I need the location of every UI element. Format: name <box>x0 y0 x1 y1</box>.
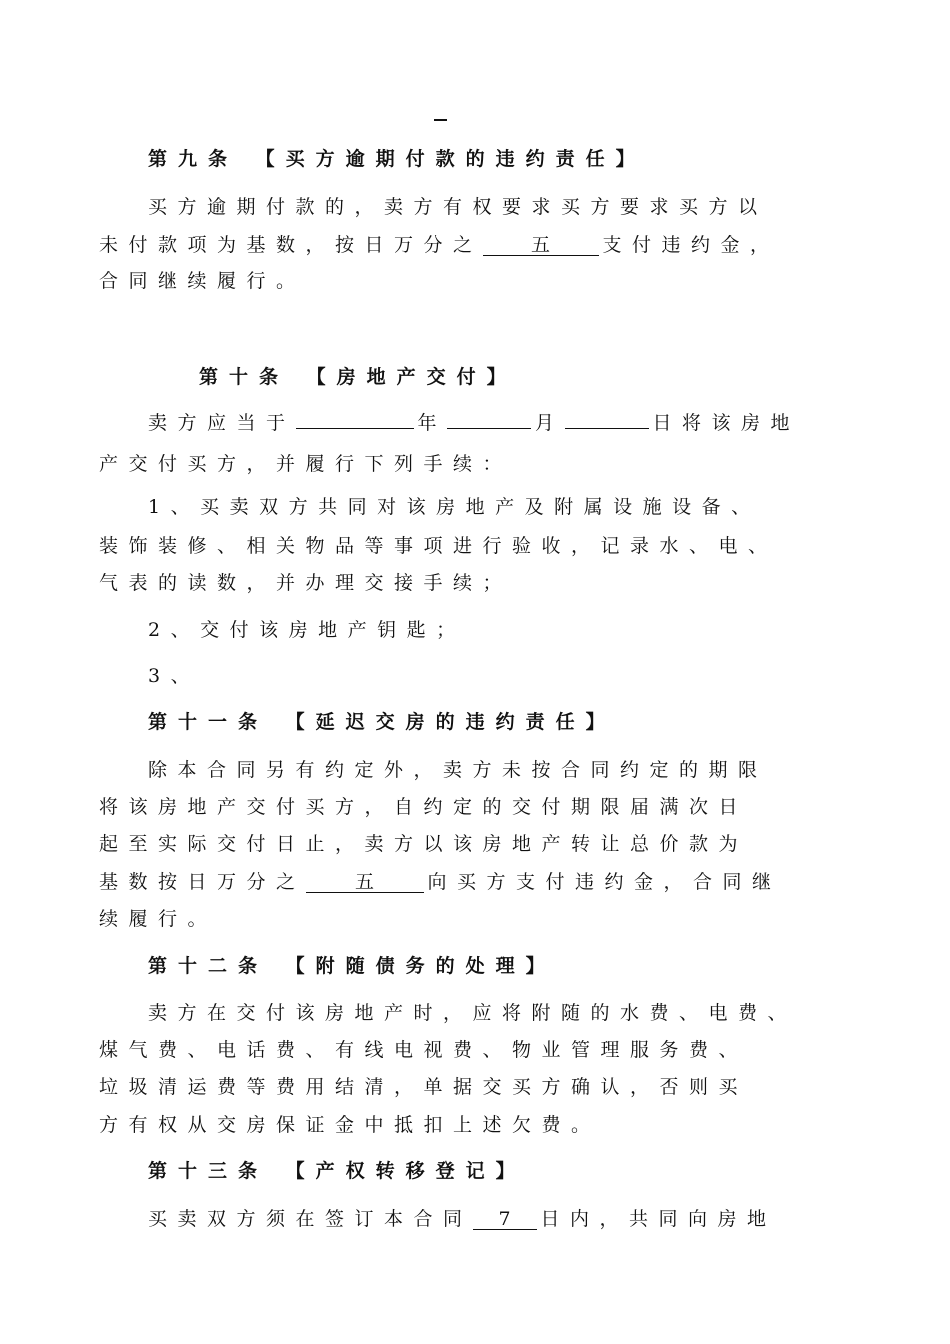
article-13-text: 日内，共同向房地 <box>540 1208 777 1230</box>
article-11-line-2: 将该房地产交付买方，自约定的交付期限届满次日 <box>99 796 749 818</box>
delivery-day-field <box>565 428 649 429</box>
article-10-item-3: 3、 <box>148 665 201 687</box>
article-10-item-1a: 1、买卖双方共同对该房地产及附属设施设备、 <box>148 496 761 518</box>
article-9-title: 第九条 【买方逾期付款的违约责任】 <box>148 148 646 170</box>
article-9-text: 未付款项为基数，按日万分之 <box>99 234 483 256</box>
article-10-line-2: 产交付买方，并履行下列手续： <box>99 453 513 475</box>
article-10-title: 第十条 【房地产交付】 <box>199 366 517 388</box>
article-13-text: 买卖双方须在签订本合同 <box>148 1208 473 1230</box>
article-13-line-1 <box>148 1207 777 1231</box>
month-label: 月 <box>535 412 565 434</box>
late-delivery-rate-field: 五 <box>306 872 424 893</box>
article-12-title: 第十二条 【附随债务的处理】 <box>148 955 556 977</box>
article-10-text: 卖方应当于 <box>148 412 296 434</box>
year-label: 年 <box>417 412 448 434</box>
day-label: 日将该房地 <box>652 412 801 434</box>
article-10-item-1c: 气表的读数，并办理交接手续； <box>99 572 513 594</box>
delivery-month-field <box>447 428 531 429</box>
late-payment-rate-field: 五 <box>483 235 599 256</box>
article-12-line-4: 方有权从交房保证金中抵扣上述欠费。 <box>99 1114 601 1136</box>
article-12-line-2: 煤气费、电话费、有线电视费、物业管理服务费、 <box>99 1039 749 1061</box>
article-11-text: 基数按日万分之 <box>99 871 306 893</box>
article-11-line-1: 除本合同另有约定外，卖方未按合同约定的期限 <box>148 759 768 781</box>
delivery-year-field <box>296 428 414 429</box>
article-11-line-5: 续履行。 <box>99 908 218 930</box>
article-10-item-1b: 装饰装修、相关物品等事项进行验收，记录水、电、 <box>99 535 778 557</box>
article-11-text: 向买方支付违约金，合同继 <box>427 871 782 893</box>
article-10-line-1 <box>148 411 800 435</box>
article-11-line-4 <box>99 870 782 894</box>
article-11-title: 第十一条 【延迟交房的违约责任】 <box>148 711 616 733</box>
article-10-item-2: 2、交付该房地产钥匙； <box>148 619 466 641</box>
article-9-line-1: 买方逾期付款的，卖方有权要求买方要求买方以 <box>148 196 768 218</box>
page-marker-dash <box>434 119 447 121</box>
article-9-line-2 <box>99 233 780 257</box>
article-9-text: 支付违约金， <box>602 234 780 256</box>
article-12-line-3: 垃圾清运费等费用结清，单据交买方确认，否则买 <box>99 1076 749 1098</box>
article-11-line-3: 起至实际交付日止，卖方以该房地产转让总价款为 <box>99 833 749 855</box>
article-9-line-3: 合同继续履行。 <box>99 270 306 292</box>
article-13-title: 第十三条 【产权转移登记】 <box>148 1160 526 1182</box>
article-12-line-1: 卖方在交付该房地产时，应将附随的水费、电费、 <box>148 1002 798 1024</box>
registration-days-field: 7 <box>473 1209 537 1230</box>
